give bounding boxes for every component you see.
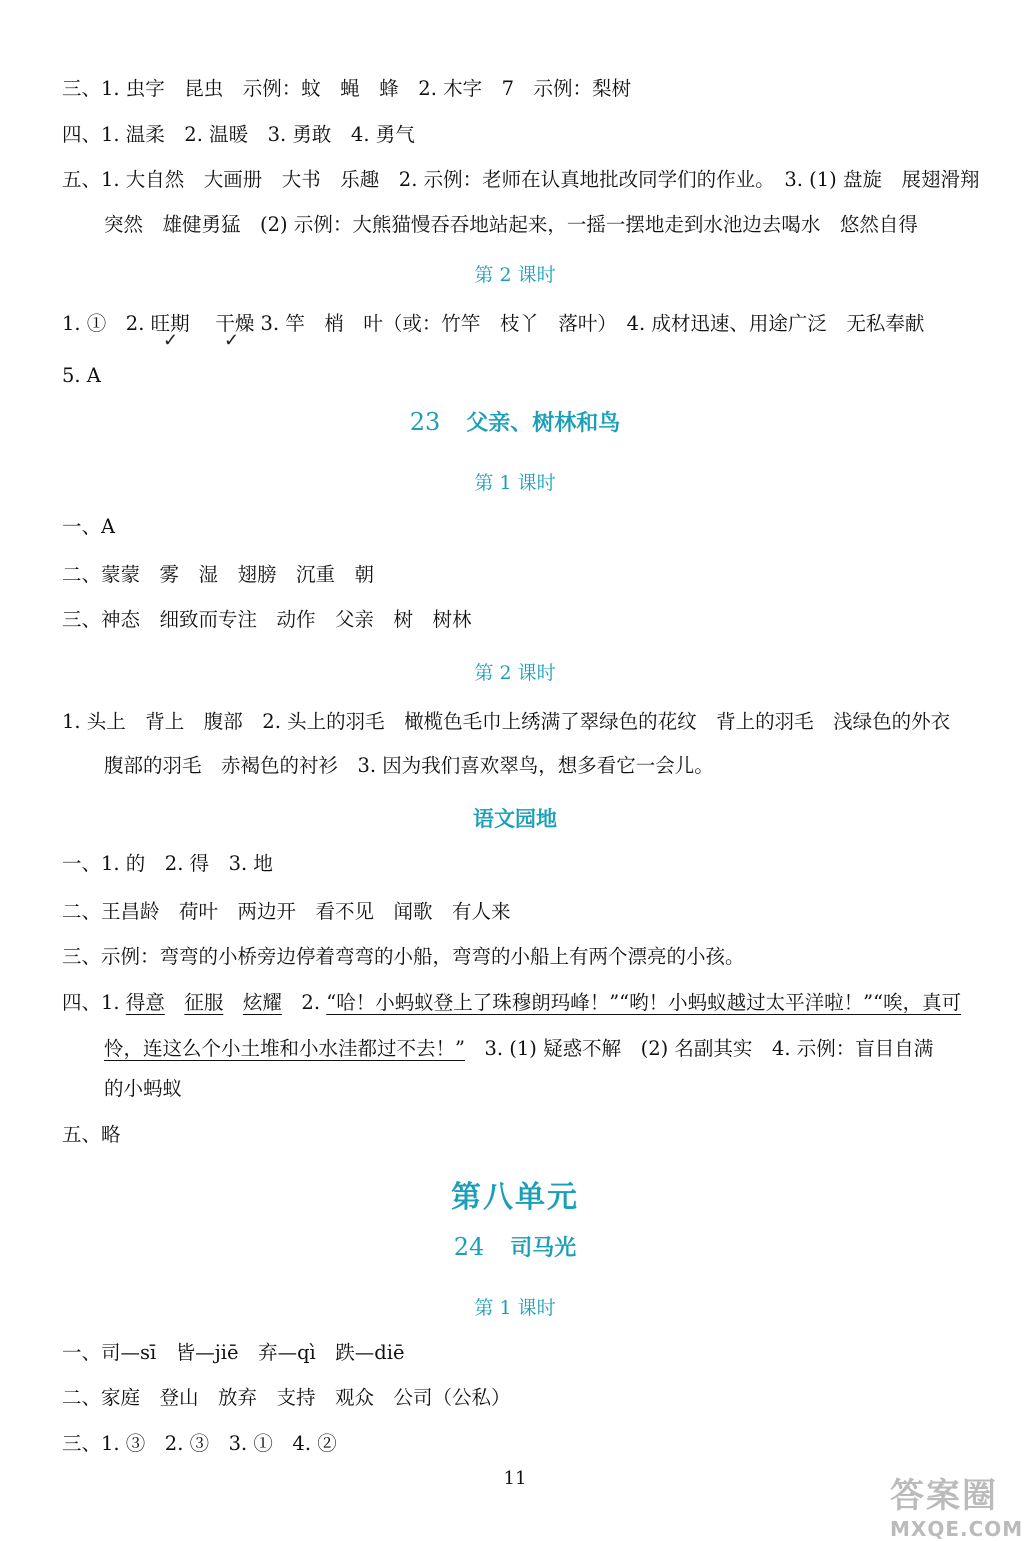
answer-line: 5. A	[62, 364, 101, 387]
answer-text: 四、1.	[62, 991, 126, 1014]
unit-title: 第八单元	[451, 1180, 579, 1215]
underlined-word: 得意	[125, 991, 165, 1014]
lesson-heading: 第 1 课时	[474, 1297, 556, 1319]
answer-line: 一、A	[62, 515, 116, 538]
answer-line: 二、蒙蒙 雾 湿 翅膀 沉重 朝	[62, 563, 375, 586]
answer-line: 二、家庭 登山 放弃 支持 观众 公司（公私）	[62, 1386, 511, 1409]
answer-line: 突然 雄健勇猛 (2) 示例：大熊猫慢吞吞地站起来，一摇一摆地走到水池边去喝水 悠然自得	[104, 213, 918, 236]
page-number: 11	[503, 1468, 527, 1489]
lesson-heading: 第 2 课时	[474, 264, 556, 286]
answer-line: 的小蚂蚁	[104, 1077, 183, 1100]
underlined-sentence: “哈！小蚂蚁登上了珠穆朗玛峰！”“哟！小蚂蚁越过太平洋啦！”“唉，真可	[326, 991, 962, 1014]
answer-line	[62, 990, 961, 1016]
lesson-title	[0, 1231, 1030, 1262]
answer-text: 2.	[301, 991, 327, 1014]
answer-line: 一、司—sī 皆—jiē 弃—qì 跌—diē	[62, 1341, 405, 1364]
lesson-heading: 第 1 课时	[474, 472, 556, 494]
answer-line: 三、1. 虫字 昆虫 示例：蚊 蝇 蜂 2. 木字 7 示例：梨树	[62, 77, 632, 100]
underlined-sentence: 怜，连这么个小土堆和小水洼都过不去！”	[104, 1037, 465, 1060]
checkmark-icon: ✓	[224, 330, 240, 351]
lesson-name: 父亲、树林和鸟	[466, 411, 621, 436]
lesson-title	[0, 406, 1030, 437]
answer-line: 四、1. 温柔 2. 温暖 3. 勇敢 4. 勇气	[62, 123, 415, 146]
answer-line: 五、略	[62, 1123, 121, 1146]
answer-line: 三、神态 细致而专注 动作 父亲 树 树林	[62, 608, 472, 631]
lesson-heading: 第 2 课时	[474, 662, 556, 684]
answer-text: 3. 竿 梢 叶（或：竹竿 枝丫 落叶） 4. 成材迅速、用途广泛 无私奉献	[254, 312, 925, 335]
checkmark-icon: ✓	[163, 330, 179, 351]
lesson-number: 23	[409, 408, 441, 436]
answer-line: 腹部的羽毛 赤褐色的衬衫 3. 因为我们喜欢翠鸟，想多看它一会儿。	[104, 754, 714, 777]
watermark-logo	[890, 1468, 1024, 1541]
answer-line: 1. 头上 背上 腹部 2. 头上的羽毛 橄榄色毛巾上绣满了翠绿色的花纹 背上的羽毛 浅绿色的外衣	[62, 710, 951, 733]
answer-text: 3. (1) 疑惑不解 (2) 名副其实 4. 示例：盲目自满	[464, 1037, 934, 1060]
watermark-url: MXQE.COM	[890, 1517, 1024, 1541]
answer-line: 二、王昌龄 荷叶 两边开 看不见 闻歌 有人来	[62, 900, 511, 923]
watermark-text: 答案圈	[890, 1476, 998, 1516]
answer-line	[104, 1036, 933, 1062]
answer-text: 1. ① 2.	[62, 312, 151, 335]
lesson-number: 24	[453, 1233, 485, 1261]
underlined-word: 征服	[184, 991, 224, 1014]
answer-line: 三、示例：弯弯的小桥旁边停着弯弯的小船，弯弯的小船上有两个漂亮的小孩。	[62, 945, 745, 968]
answer-word: 干燥	[215, 312, 255, 335]
underlined-word: 炫耀	[242, 991, 282, 1014]
answer-line: 一、1. 的 2. 得 3. 地	[62, 852, 273, 875]
answer-line: 五、1. 大自然 大画册 大书 乐趣 2. 示例：老师在认真地批改同学们的作业。 3. (1) 盘旋 展翅滑翔	[62, 168, 980, 191]
answer-line: 三、1. ③ 2. ③ 3. ① 4. ②	[62, 1432, 337, 1455]
answer-word: 旺期	[150, 312, 190, 335]
lesson-name: 司马光	[510, 1236, 577, 1261]
answer-line	[62, 311, 924, 337]
section-title: 语文园地	[473, 807, 557, 831]
